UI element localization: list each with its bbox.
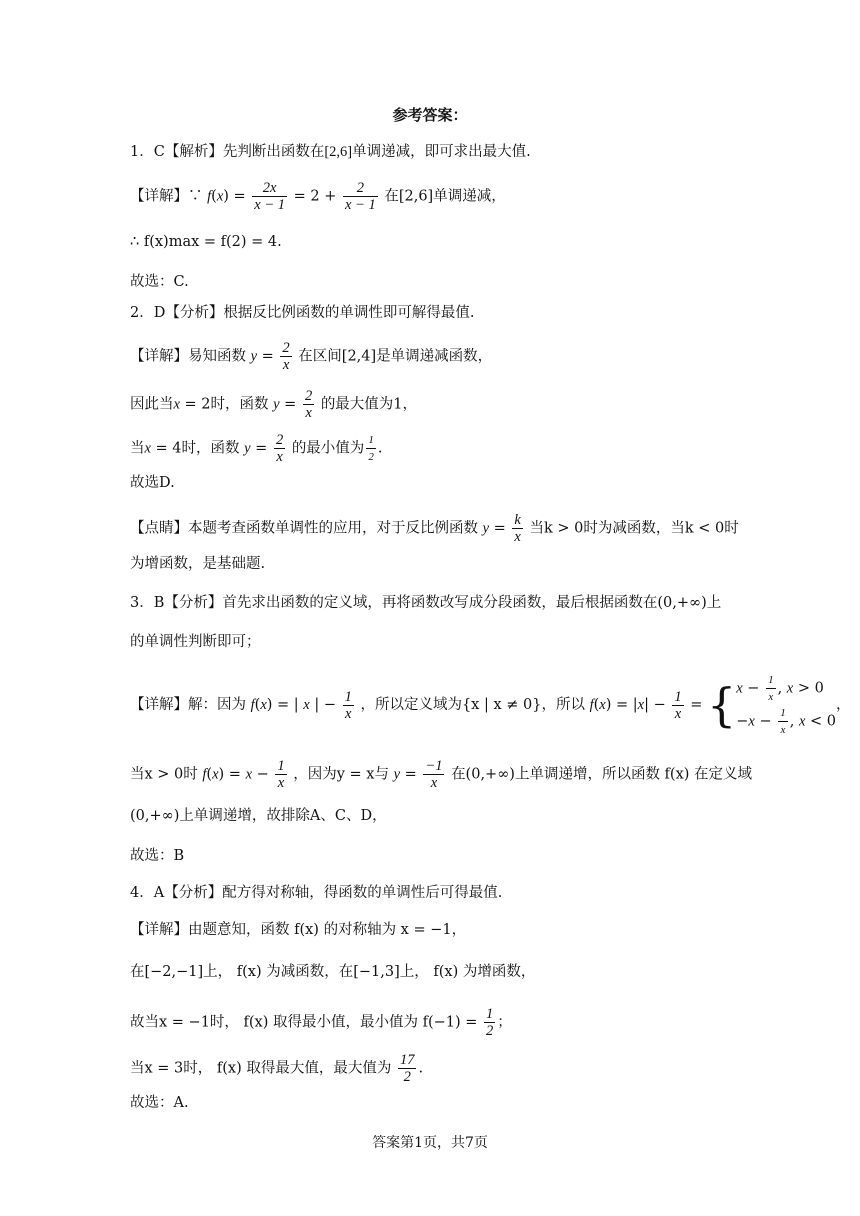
q2-analysis: 2．D【分析】根据反比例函数的单调性即可解得最值. [130,305,475,321]
q3-detail-a: 【详解】解：因为 [130,697,246,713]
q3-analysis-2: 的单调性判断即可； [130,634,261,650]
q3-line2-b: ，因为y = x与 [293,766,389,783]
q3-fraction-d: $\frac{-1}{x}$ [425,758,443,791]
q2-fraction-half: $\frac{1}{2}$ [368,434,374,463]
q3-fraction-c: $\frac{1}{x}$ [277,758,285,791]
q3-fraction-a: $\frac{1}{x}$ [344,688,352,722]
q1-fraction-1: $\frac{2x}{x - 1}$ [254,180,286,213]
q3-detail: 【详解】解：因为 f(x) = | x | − $\frac{1}{x}$ ，所以定义域为{x | x ≠ 0}，所以 f(x) = |x| − $\frac{1}{x}$ = { x − $\frac{1}{x}$ , x > 0 −x − $\frac{1}{x}$ , x < 0 ， [130,674,851,736]
q4-detail-2: 在[−2,−1]上， f(x) 为减函数，在[−1,3]上， f(x) 为增函数， [130,964,536,980]
q3-detail-2: 当x > 0时 f(x) = x − $\frac{1}{x}$ ，因为y = x与 y = $\frac{-1}{x}$ 在(0,+∞)上单调递增，所以函数 f(x) 在定义域 [130,758,753,791]
q2-comment: 【点睛】本题考查函数单调性的应用，对于反比例函数 y = $\frac{k}{x}$ 当k > 0时为减函数，当k < 0时 [130,512,739,545]
q2-fraction-c: $\frac{2}{x}$ [275,432,284,465]
q3-detail-b: ，所以定义域为{x | x ≠ 0}，所以 [360,697,585,713]
q2-detail-3-c: 的最小值为 [291,440,365,457]
page-title: 参考答案： [392,106,468,124]
q2-detail-1-a: 【详解】易知函数 [130,348,246,365]
q4-detail-4-a: 当x = 3时， f(x) 取得最大值，最大值为 [130,1060,392,1077]
q1-answer: 故选：C. [130,274,189,290]
q1-detail-tail: 在[2,6]单调递减， [384,188,506,205]
piecewise-cases: x − $\frac{1}{x}$ , x > 0 −x − $\frac{1}{x}$ , x < 0 [736,674,836,736]
q3-fraction-b: $\frac{1}{x}$ [674,688,682,722]
q4-analysis: 4．A【分析】配方得对称轴，得函数的单调性后可得最值. [130,885,503,901]
q1-head: 1．C【解析】先判断出函数在 [130,144,325,160]
q2-detail-3: 当x = 4时，函数 y = $\frac{2}{x}$ 的最小值为 $\frac{1}{2}$ . [130,432,383,465]
q2-detail-2-b: 时，函数 [210,396,269,413]
q2-fraction-a: $\frac{2}{x}$ [282,340,290,373]
q1-detail-label: 【详解】∵ [130,188,203,205]
q2-detail-3-b: 时，函数 [181,440,240,457]
q2-fraction-k: $\frac{k}{x}$ [514,512,521,545]
q2-detail-1-b: 在区间[2,4]是单调递减函数， [298,348,493,365]
q3-line2-a: 当x > 0时 [130,766,198,783]
q2-fraction-b: $\frac{2}{x}$ [304,388,313,421]
page-footer: 答案第1页，共7页 [372,1135,488,1151]
q1-max: ∴ f(x)max = f(2) = 4. [130,234,282,250]
q4-detail-4: 当x = 3时， f(x) 取得最大值，最大值为 $\frac{17}{2}$ . [130,1052,424,1085]
q1-tail: 单调递减，即可求出最大值. [352,144,531,160]
q4-detail-3: 故当x = −1时， f(x) 取得最小值，最小值为 f(−1) = $\frac{1}{2}$ ； [130,1006,512,1039]
q3-analysis: 3．B【分析】首先求出函数的定义域，再将函数改写成分段函数，最后根据函数在(0,+∞)上 [130,595,722,611]
q1-analysis [130,142,531,162]
q4-detail-1: 【详解】由题意知，函数 f(x) 的对称轴为 x = −1， [130,922,467,938]
q4-fraction-half: $\frac{1}{2}$ [486,1006,494,1039]
q1-interval: [2,6] [324,144,353,160]
q2-comment-end: 为增函数，是基础题. [130,556,266,572]
q4-answer: 故选：A. [130,1095,189,1111]
q2-comment-a: 【点睛】本题考查函数单调性的应用，对于反比例函数 [130,520,478,537]
q3-line2-c: 在(0,+∞)上单调递增，所以函数 f(x) 在定义域 [451,766,753,783]
q1-detail: 【详解】∵ f(x) = $\frac{2x}{x - 1}$ = 2 + $\frac{2}{x - 1}$ 在[2,6]单调递减， [130,180,506,213]
q3-answer: 故选：B [130,848,185,864]
q4-detail-3-a: 故当x = −1时， f(x) 取得最小值，最小值为 f(−1) = [130,1014,478,1031]
q2-detail-1: 【详解】易知函数 y = $\frac{2}{x}$ 在区间[2,4]是单调递减函数， [130,340,493,373]
q2-answer: 故选D. [130,475,175,491]
q2-comment-b: 当k > 0时为减函数，当k < 0时 [529,520,739,537]
q2-detail-3-a: 当 [130,440,145,457]
q2-detail-2-c: 的最大值为1， [320,396,418,413]
q2-detail-2: 因此当x = 2时，函数 y = $\frac{2}{x}$ 的最大值为1， [130,388,418,421]
q4-fraction-seventeen-half: $\frac{17}{2}$ [399,1052,415,1085]
q2-detail-2-a: 因此当 [130,396,174,413]
q1-fraction-2: $\frac{2}{x - 1}$ [344,180,376,213]
cases-brace: { [706,678,737,732]
q3-detail-3: (0,+∞)上单调递增，故排除A、C、D， [130,808,387,824]
